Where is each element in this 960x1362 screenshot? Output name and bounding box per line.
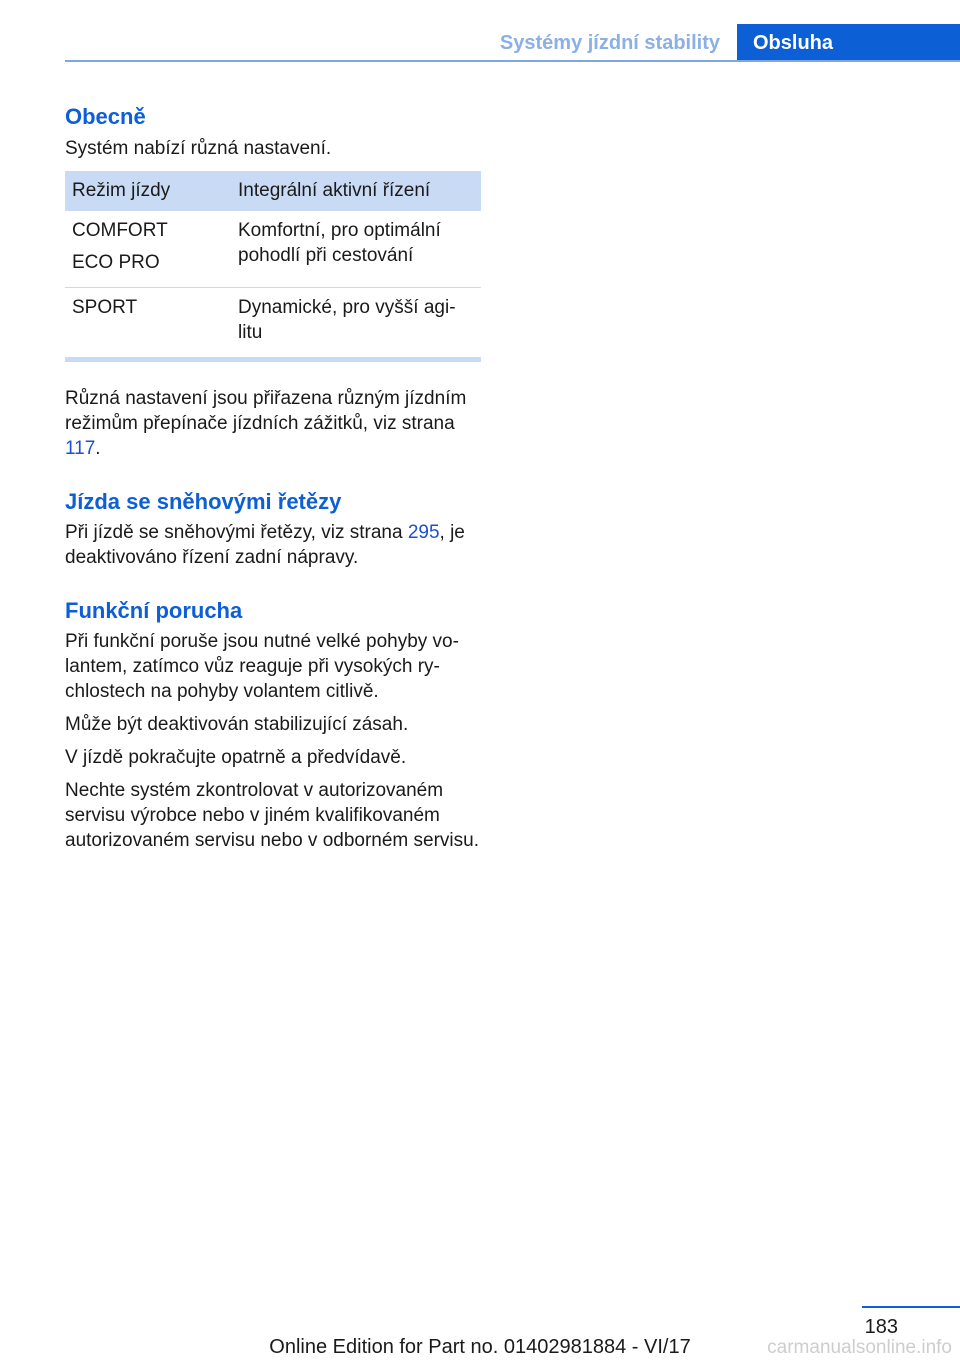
- header-section-title: Systémy jízdní stability: [499, 32, 720, 54]
- malfunction-paragraph: Nechte systém zkontrolovat v autorizovaném servisu výrobce nebo v jiném kvalifikovaném autorizovaném servisu nebo v odborném servisu.: [65, 780, 479, 851]
- malfunction-paragraph: V jízdě pokračujte opatrně a předvídavě.: [65, 747, 407, 768]
- settings-assignment-text-start: Různá nastavení jsou přiřazena různým jízdním režimům přepínače jízdních zážitků, viz strana: [65, 388, 467, 434]
- section-title-malfunction: Funkční porucha: [65, 598, 243, 623]
- settings-assignment-text-end: .: [95, 438, 101, 459]
- snow-chains-text-end: , je deaktivováno řízení zadní nápravy.: [65, 522, 465, 568]
- table-row: [65, 211, 481, 288]
- table-row: [65, 288, 481, 360]
- footer-divider: [862, 1306, 960, 1308]
- page-reference-link[interactable]: 295: [407, 522, 440, 543]
- page-reference-link[interactable]: 117: [65, 438, 96, 459]
- table-cell-modes: [65, 211, 231, 288]
- driving-modes-table: [65, 171, 481, 362]
- table-cell-description: Dynamické, pro vyšší agilitu: [231, 288, 481, 360]
- general-intro-text: Systém nabízí různá nastavení.: [65, 138, 332, 159]
- watermark: carmanualsonline.info: [767, 1337, 952, 1358]
- malfunction-paragraph: Při funkční poruše jsou nutné velké pohyby volantem, zatímco vůz reaguje při vysokých rychlostech na pohyby volantem citlivě.: [65, 631, 459, 702]
- mode-comfort: COMFORT: [72, 220, 168, 241]
- settings-assignment-text: [65, 386, 481, 461]
- table-header-row: [65, 171, 481, 211]
- edition-note: Online Edition for Part no. 01402981884 - VI/17: [269, 1336, 691, 1358]
- table-cell-description: Komfortní, pro optimální pohodlí při cestování: [231, 211, 481, 288]
- snow-chains-text: [65, 520, 481, 570]
- malfunction-paragraph: Může být deaktivován stabilizující zásah.: [65, 714, 409, 735]
- section-title-general: Obecně: [65, 104, 146, 129]
- table-header-driving-mode: Režim jízdy: [65, 171, 231, 211]
- snow-chains-text-start: Při jízdě se sněhovými řetězy, viz strana: [65, 522, 403, 543]
- header-divider: [65, 60, 960, 62]
- main-content: [65, 100, 481, 853]
- table-header-steering: Integrální aktivní řízení: [231, 171, 481, 211]
- header-chapter-tab: Obsluha: [737, 24, 960, 62]
- mode-eco-pro: ECO PRO: [72, 252, 160, 273]
- section-title-snow-chains: Jízda se sněhovými řetězy: [65, 489, 342, 514]
- page-number: 183: [864, 1316, 898, 1338]
- table-cell-modes: [65, 288, 231, 360]
- mode-sport: SPORT: [72, 297, 138, 318]
